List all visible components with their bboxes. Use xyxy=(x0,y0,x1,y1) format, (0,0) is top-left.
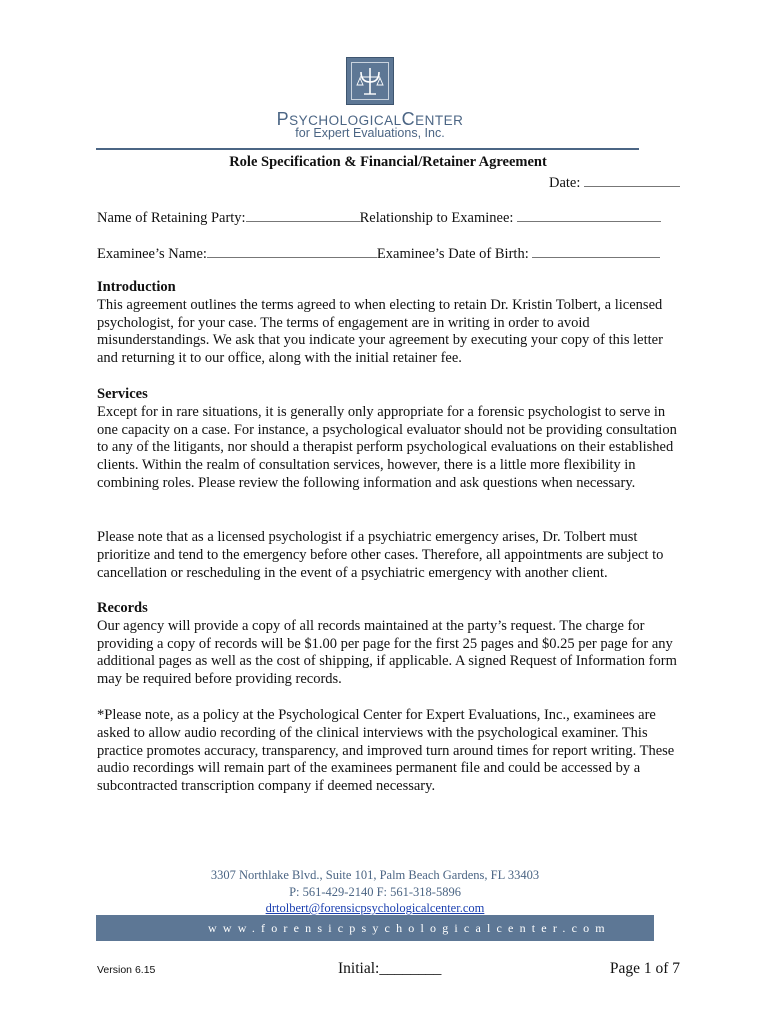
section-paragraph: This agreement outlines the terms agreed to when electing to retain Dr. Kristin Tolbert, a licensed psychologist, for your case. The terms of engagement are in writing in order to avoid misunderstandings. We ask that you indicate your agreement by executing your copy of this letter and returning it to our office, along with the initial retainer fee. xyxy=(97,296,663,367)
examinee-dob-label: Examinee’s Date of Birth: xyxy=(376,246,529,262)
retaining-party-label: Name of Retaining Party: xyxy=(97,210,246,226)
logo-subtitle: for Expert Evaluations, Inc. xyxy=(295,126,445,140)
section-paragraph: Please note that as a licensed psychologist if a psychiatric emergency arises, Dr. Tolbert must prioritize and tend to the emergency before other cases. Therefore, all appointments are subject to cancellation or rescheduling in the event of a psychiatric emergency with another client. xyxy=(97,529,664,581)
recording-policy-note xyxy=(97,707,682,796)
logo-wordmark: PSYCHOLOGICALCENTER xyxy=(276,109,464,129)
relationship-label: Relationship to Examinee: xyxy=(359,210,514,226)
relationship-input-line[interactable] xyxy=(517,207,661,222)
section-paragraph: *Please note, as a policy at the Psychological Center for Expert Evaluations, Inc., examinees are asked to allow audio recording of the clinical interviews with the psychological examiner. This practice promotes accuracy, transparency, and improved turn around times for report writing. These audio recordings will remain part of the examinees permanent file and could be accessed by a subcontracted transcription company if deemed necessary. xyxy=(97,707,675,795)
examinee-row xyxy=(97,243,660,263)
examinee-name-input-line[interactable] xyxy=(207,243,377,258)
website-bar xyxy=(96,915,654,941)
logo-emblem xyxy=(346,57,394,105)
footer-phone-fax: P: 561-429-2140 F: 561-318-5896 xyxy=(289,884,461,899)
retaining-party-row xyxy=(97,207,661,227)
initial-field[interactable]: Initial:________ xyxy=(338,960,442,977)
services-section xyxy=(97,386,682,493)
introduction-section xyxy=(97,279,682,368)
section-paragraph: Our agency will provide a copy of all records maintained at the party’s request. The charge for providing a copy of records will be $1.00 per page for the first 25 pages and $0.25 per page for any additional pages as well as the cost of shipping, if applicable. A signed Request of Information form may be required before providing records. xyxy=(97,617,677,688)
examinee-dob-input-line[interactable] xyxy=(532,243,660,258)
section-paragraph: Except for in rare situations, it is generally only appropriate for a forensic psychologist to serve in one capacity on a case. For instance, a psychological evaluator should not be providing consultation to any of the litigants, nor should a therapist perform psychological evaluations on their established clients. Within the realm of consultation services, however, there is a little more flexibility in combining roles. Please review the following information and ask questions when necessary. xyxy=(97,403,677,491)
section-heading: Introduction xyxy=(97,279,176,295)
services-note xyxy=(97,529,682,582)
footer-address: 3307 Northlake Blvd., Suite 101, Palm Beach Gardens, FL 33403 xyxy=(210,868,540,882)
scales-psi-icon xyxy=(352,63,388,99)
section-heading: Services xyxy=(97,386,148,402)
records-section xyxy=(97,600,682,689)
date-input-line[interactable] xyxy=(584,172,680,187)
logo-frame xyxy=(351,62,389,100)
date-field xyxy=(549,172,680,192)
header-divider xyxy=(96,148,639,150)
retaining-party-input-line[interactable] xyxy=(246,207,360,222)
footer-email-link[interactable]: drtolbert@forensicpsychologicalcenter.com xyxy=(265,901,485,915)
version-label: Version 6.15 xyxy=(97,964,156,976)
date-label: Date: xyxy=(548,175,581,191)
website-link[interactable]: www.forensicpsychologicalcenter.com xyxy=(208,921,611,935)
examinee-name-label: Examinee’s Name: xyxy=(97,246,207,262)
page-number: Page 1 of 7 xyxy=(609,960,680,977)
section-heading: Records xyxy=(97,600,148,616)
document-title: Role Specification & Financial/Retainer Agreement xyxy=(229,154,547,170)
footer-contact xyxy=(96,867,654,917)
